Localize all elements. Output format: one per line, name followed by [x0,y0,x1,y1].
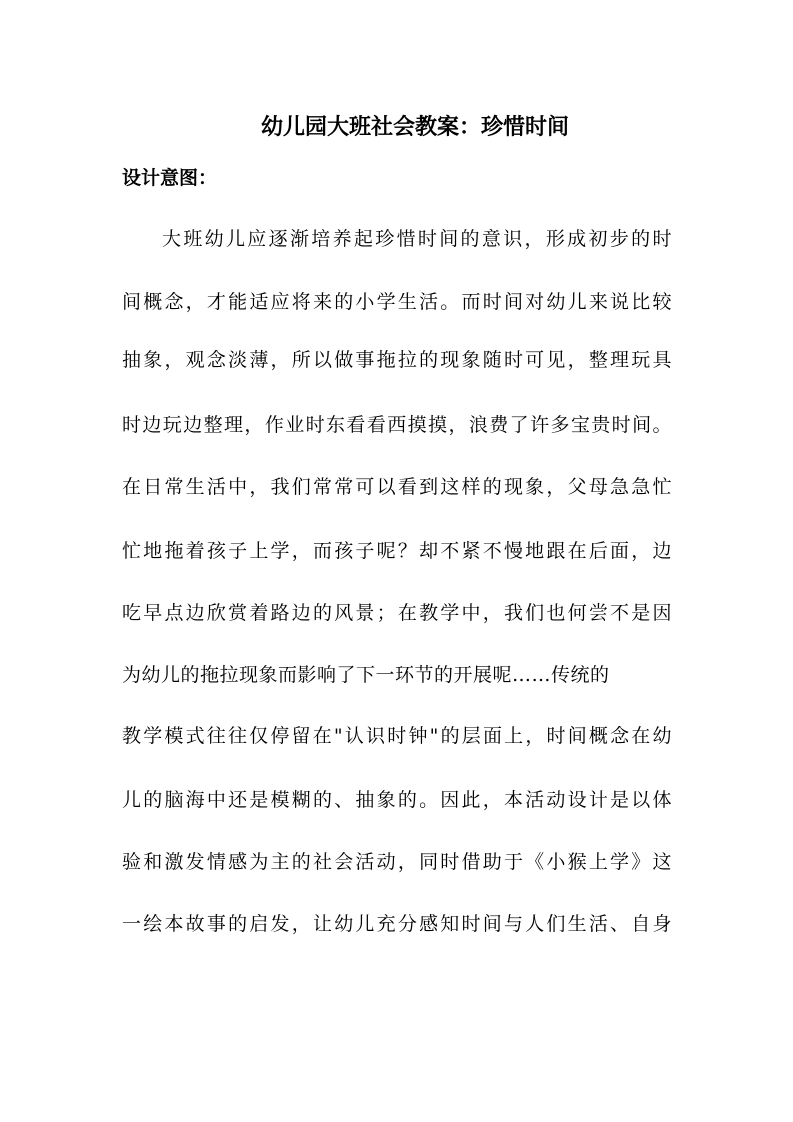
paragraph-line-3: 抽象，观念淡薄，所以做事拖拉的现象随时可见，整理玩具 [122,349,672,371]
paragraph-line-1: 大班幼儿应逐渐培养起珍惜时间的意识，形成初步的时 [162,228,672,250]
paragraph-line-8: 为幼儿的拖拉现象而影响了下一环节的开展呢……传统的 [122,664,610,686]
paragraph-line-9: 教学模式往往仅停留在"认识时钟"的层面上，时间概念在幼 [122,725,672,747]
paragraph-line-11: 验和激发情感为主的社会活动，同时借助于《小猴上学》这 [122,851,672,873]
paragraph-line-5: 在日常生活中，我们常常可以看到这样的现象，父母急急忙 [122,476,672,498]
paragraph-line-12: 一绘本故事的启发，让幼儿充分感知时间与人们生活、自身 [122,913,672,935]
document-title: 幼儿园大班社会教案：珍惜时间 [260,114,569,140]
section-heading: 设计意图： [122,167,218,189]
paragraph-line-7: 吃早点边欣赏着路边的风景；在教学中，我们也何尝不是因 [122,602,672,624]
paragraph-line-4: 时边玩边整理，作业时东看看西摸摸，浪费了许多宝贵时间。 [122,414,672,436]
paragraph-line-10: 儿的脑海中还是模糊的、抽象的。因此，本活动设计是以体 [122,789,672,811]
paragraph-line-2: 间概念，才能适应将来的小学生活。而时间对幼儿来说比较 [122,291,672,313]
paragraph-line-6: 忙地拖着孩子上学，而孩子呢？却不紧不慢地跟在后面，边 [122,540,672,562]
